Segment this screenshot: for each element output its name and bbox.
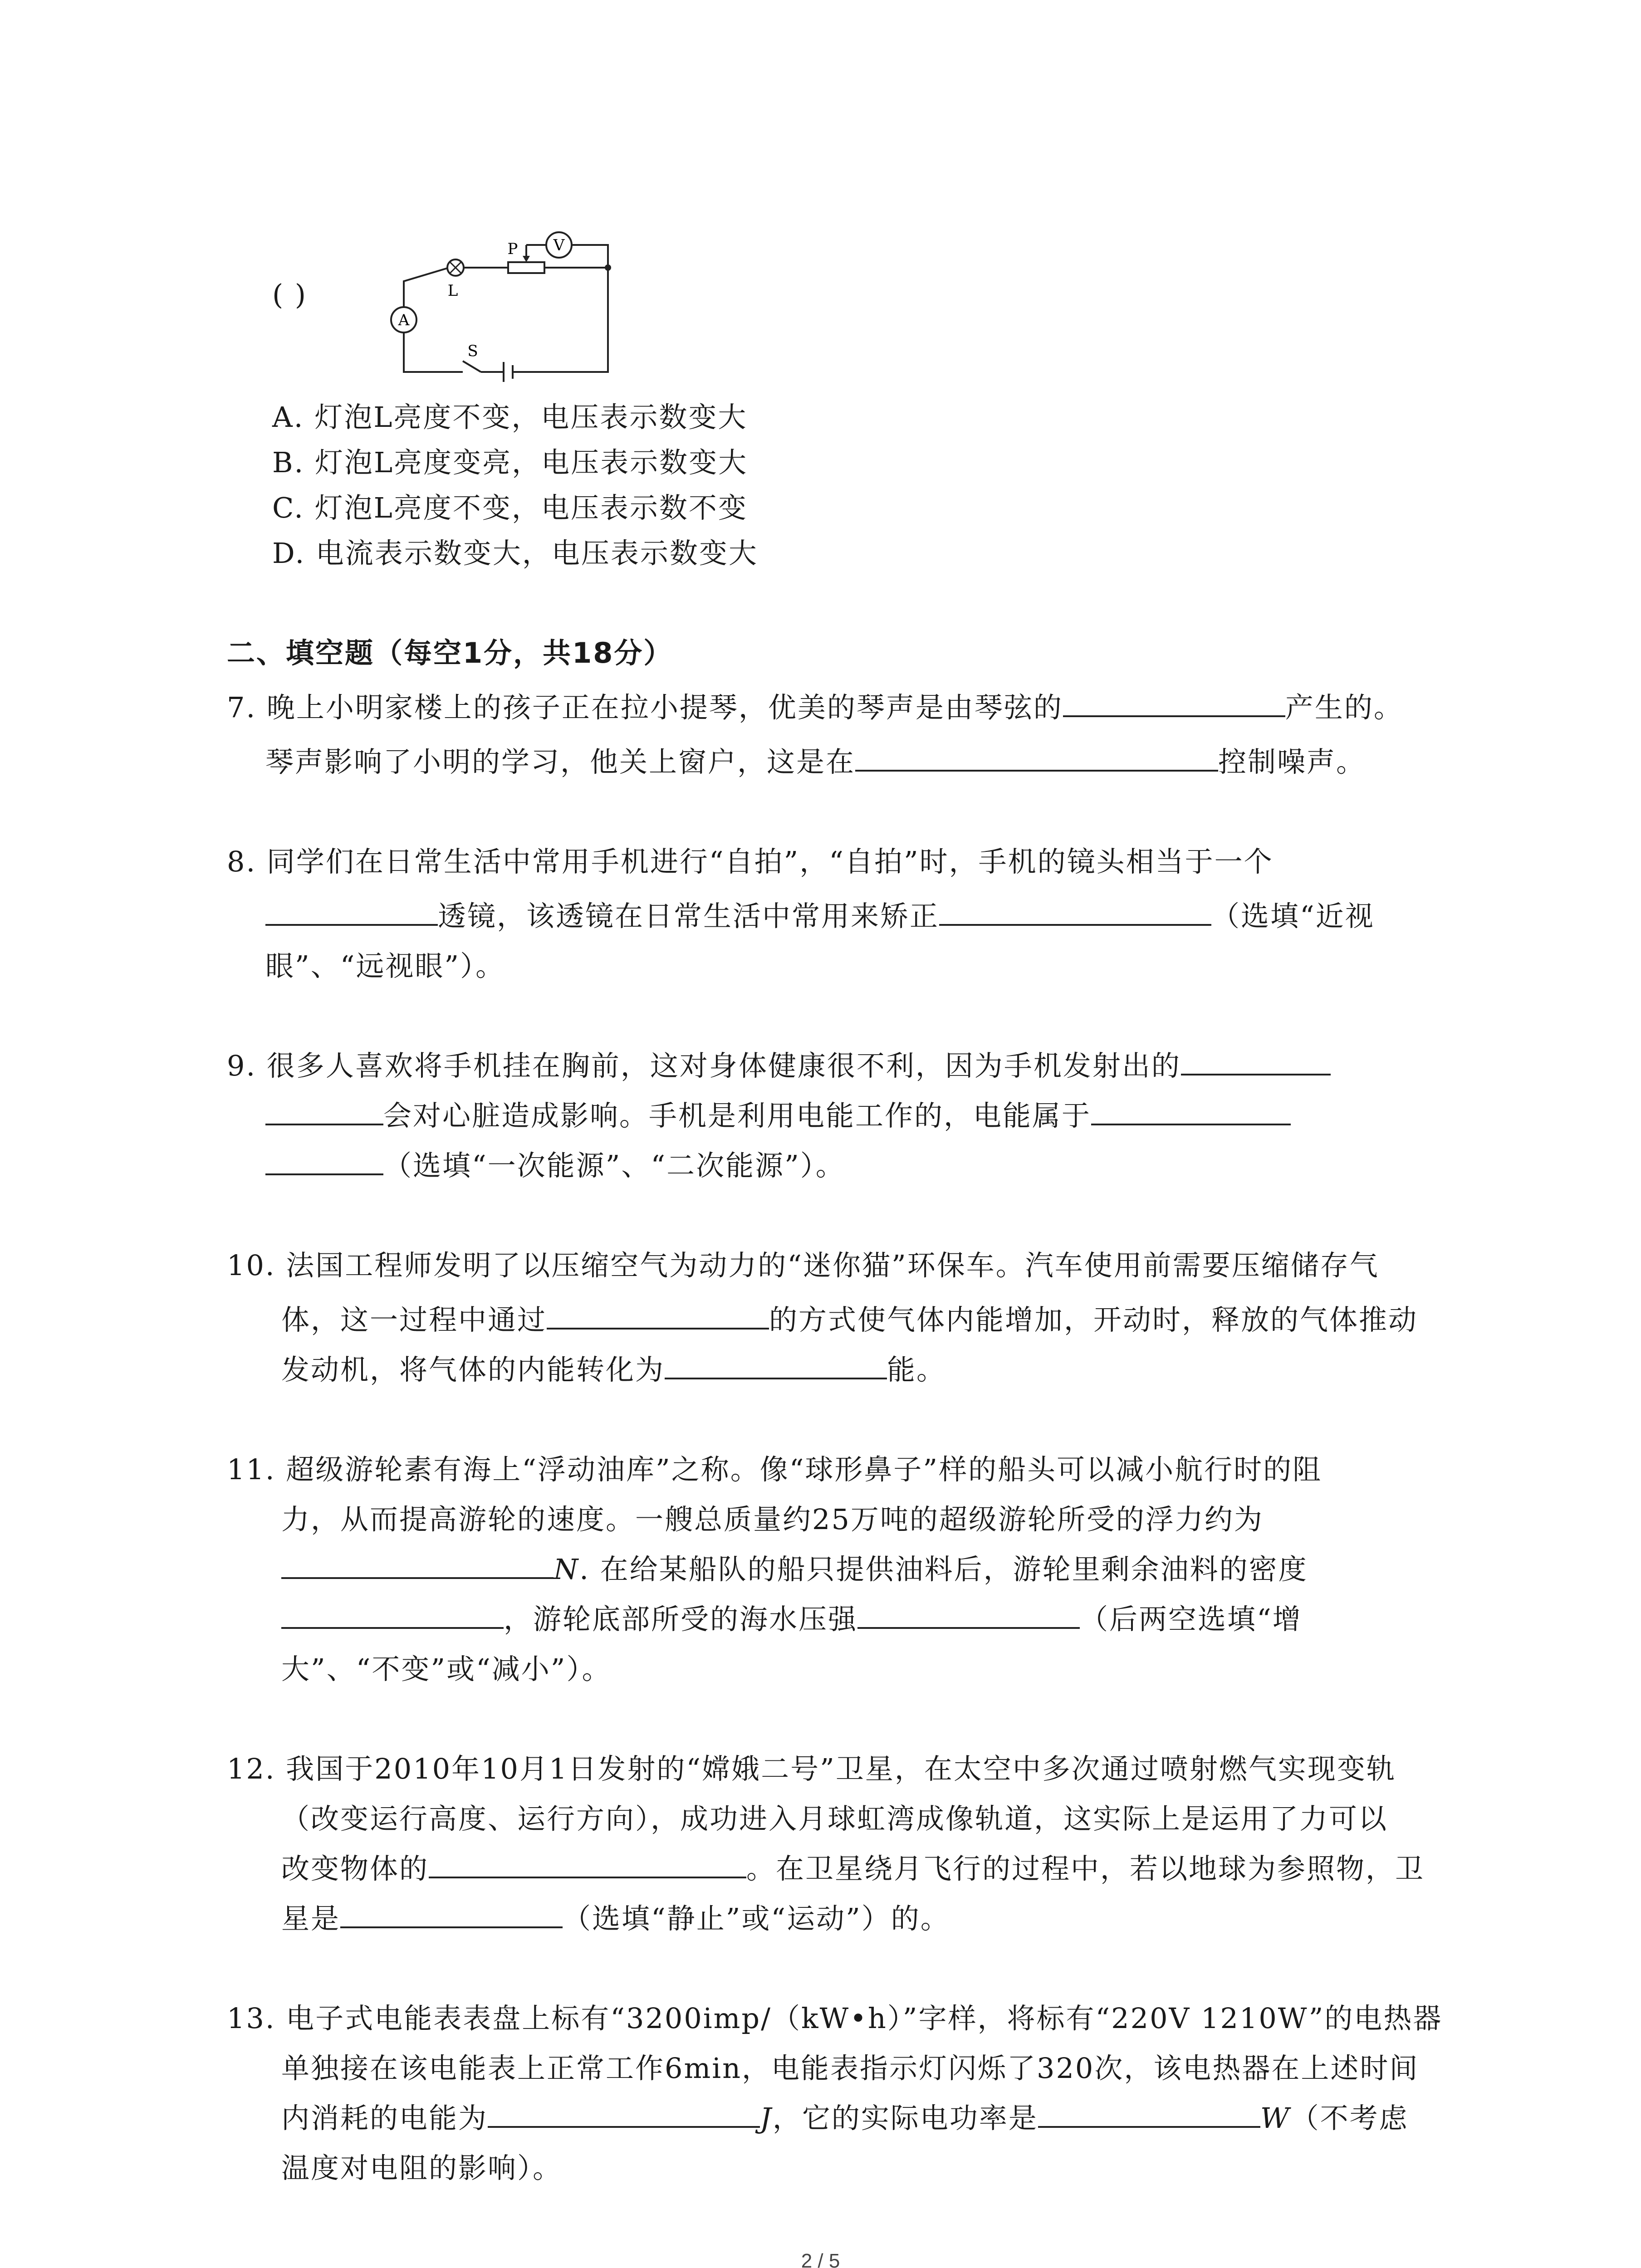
question-12-line-1: 12. 我国于2010年10月1日发射的“嫦娥二号”卫星，在太空中多次通过喷射燃气实现变轨: [227, 1752, 1396, 1785]
ammeter-label: A: [398, 311, 410, 329]
question-12-line-4: 星是 （选填“静止”或“运动”）的。: [281, 1896, 950, 1941]
answer-blank[interactable]: [1038, 2098, 1260, 2128]
question-10-line-2: 体，这一过程中通过 的方式使气体内能增加，开动时，释放的气体推动: [281, 1297, 1418, 1343]
answer-blank[interactable]: [281, 1599, 504, 1629]
answer-blank[interactable]: [547, 1300, 769, 1330]
option-d: D. 电流表示数变大，电压表示数变大: [272, 537, 758, 570]
answer-blank[interactable]: [429, 1848, 746, 1878]
option-c: C. 灯泡L亮度不变，电压表示数不变: [272, 491, 748, 524]
answer-blank[interactable]: [1091, 1095, 1291, 1125]
question-7-line-1: 7. 晚上小明家楼上的孩子正在拉小提琴，优美的琴声是由琴弦的 产生的。: [227, 685, 1403, 730]
question-9-line-1: 9. 很多人喜欢将手机挂在胸前，这对身体健康很不利，因为手机发射出的: [227, 1043, 1331, 1089]
question-10-line-3: 发动机，将气体的内能转化为 能。: [281, 1347, 946, 1393]
slider-label: P: [507, 240, 518, 258]
answer-blank[interactable]: [665, 1349, 887, 1379]
question-13-line-4: 温度对电阻的影响）。: [281, 2151, 563, 2185]
question-13-line-2: 单独接在该电能表上正常工作6min，电能表指示灯闪烁了320次，该电热器在上述时间: [281, 2052, 1419, 2085]
question-12-line-2: （改变运行高度、运行方向），成功进入月球虹湾成像轨道，这实际上是运用了力可以: [281, 1802, 1388, 1835]
answer-blank[interactable]: [1181, 1046, 1331, 1075]
question-10-line-1: 10. 法国工程师发明了以压缩空气为动力的“迷你猫”环保车。汽车使用前需要压缩储存气: [227, 1249, 1379, 1282]
answer-blank[interactable]: [488, 2098, 760, 2128]
question-11-line-2: 力，从而提高游轮的速度。一艘总质量约25万吨的超级游轮所受的浮力约为: [281, 1503, 1264, 1536]
question-8-line-3: 眼”、“远视眼”）。: [265, 949, 505, 982]
question-9-line-2: 会对心脏造成影响。手机是利用电能工作的，电能属于: [265, 1093, 1291, 1139]
answer-blank[interactable]: [265, 1145, 383, 1175]
answer-blank[interactable]: [340, 1898, 563, 1928]
question-11-line-3: N. 在给某船队的船只提供油料后，游轮里剩余油料的密度: [281, 1547, 1308, 1592]
answer-blank[interactable]: [1063, 687, 1285, 717]
question-13-line-1: 13. 电子式电能表表盘上标有“3200imp/（kW•h）”字样，将标有“220V 1210W”的电热器: [227, 2002, 1443, 2035]
answer-blank[interactable]: [265, 896, 438, 926]
voltmeter-label: V: [553, 236, 565, 254]
question-7-line-2: 琴声影响了小明的学习，他关上窗户，这是在 控制噪声。: [265, 739, 1366, 785]
question-11-line-4: ，游轮底部所受的海水压强 （后两空选填“增: [281, 1597, 1302, 1642]
lamp-label: L: [447, 282, 458, 300]
question-11-line-5: 大”、“不变”或“减小”）。: [281, 1652, 612, 1686]
question-8-line-1: 8. 同学们在日常生活中常用手机进行“自拍”，“自拍”时，手机的镜头相当于一个: [227, 845, 1274, 878]
question-9-line-3: （选填“一次能源”、“二次能源”）。: [265, 1143, 845, 1188]
option-b: B. 灯泡L亮度变亮，电压表示数变大: [272, 446, 748, 479]
page-number: 2 / 5: [801, 2250, 840, 2268]
question-11-line-1: 11. 超级游轮素有海上“浮动油库”之称。像“球形鼻子”样的船头可以减小航行时的阻: [227, 1453, 1323, 1486]
answer-blank[interactable]: [855, 742, 1218, 772]
question-13-line-3: 内消耗的电能为 J，它的实际电功率是 W（不考虑: [281, 2096, 1409, 2141]
answer-blank[interactable]: [939, 896, 1211, 926]
answer-blank[interactable]: [857, 1599, 1080, 1629]
question-8-line-2: 透镜，该透镜在日常生活中常用来矫正 （选填“近视: [265, 894, 1375, 939]
answer-blank[interactable]: [281, 1549, 554, 1579]
question-12-line-3: 改变物体的 。在卫星绕月飞行的过程中，若以地球为参照物，卫: [281, 1846, 1425, 1892]
option-a: A. 灯泡L亮度不变，电压表示数变大: [272, 401, 748, 434]
circuit-diagram: [390, 218, 626, 399]
switch-label: S: [467, 342, 478, 360]
section-title: 二、填空题（每空1分，共18分）: [227, 636, 673, 670]
answer-blank[interactable]: [265, 1095, 383, 1125]
question-6-stem: ( ): [272, 278, 308, 311]
lamp-icon: [447, 259, 464, 276]
